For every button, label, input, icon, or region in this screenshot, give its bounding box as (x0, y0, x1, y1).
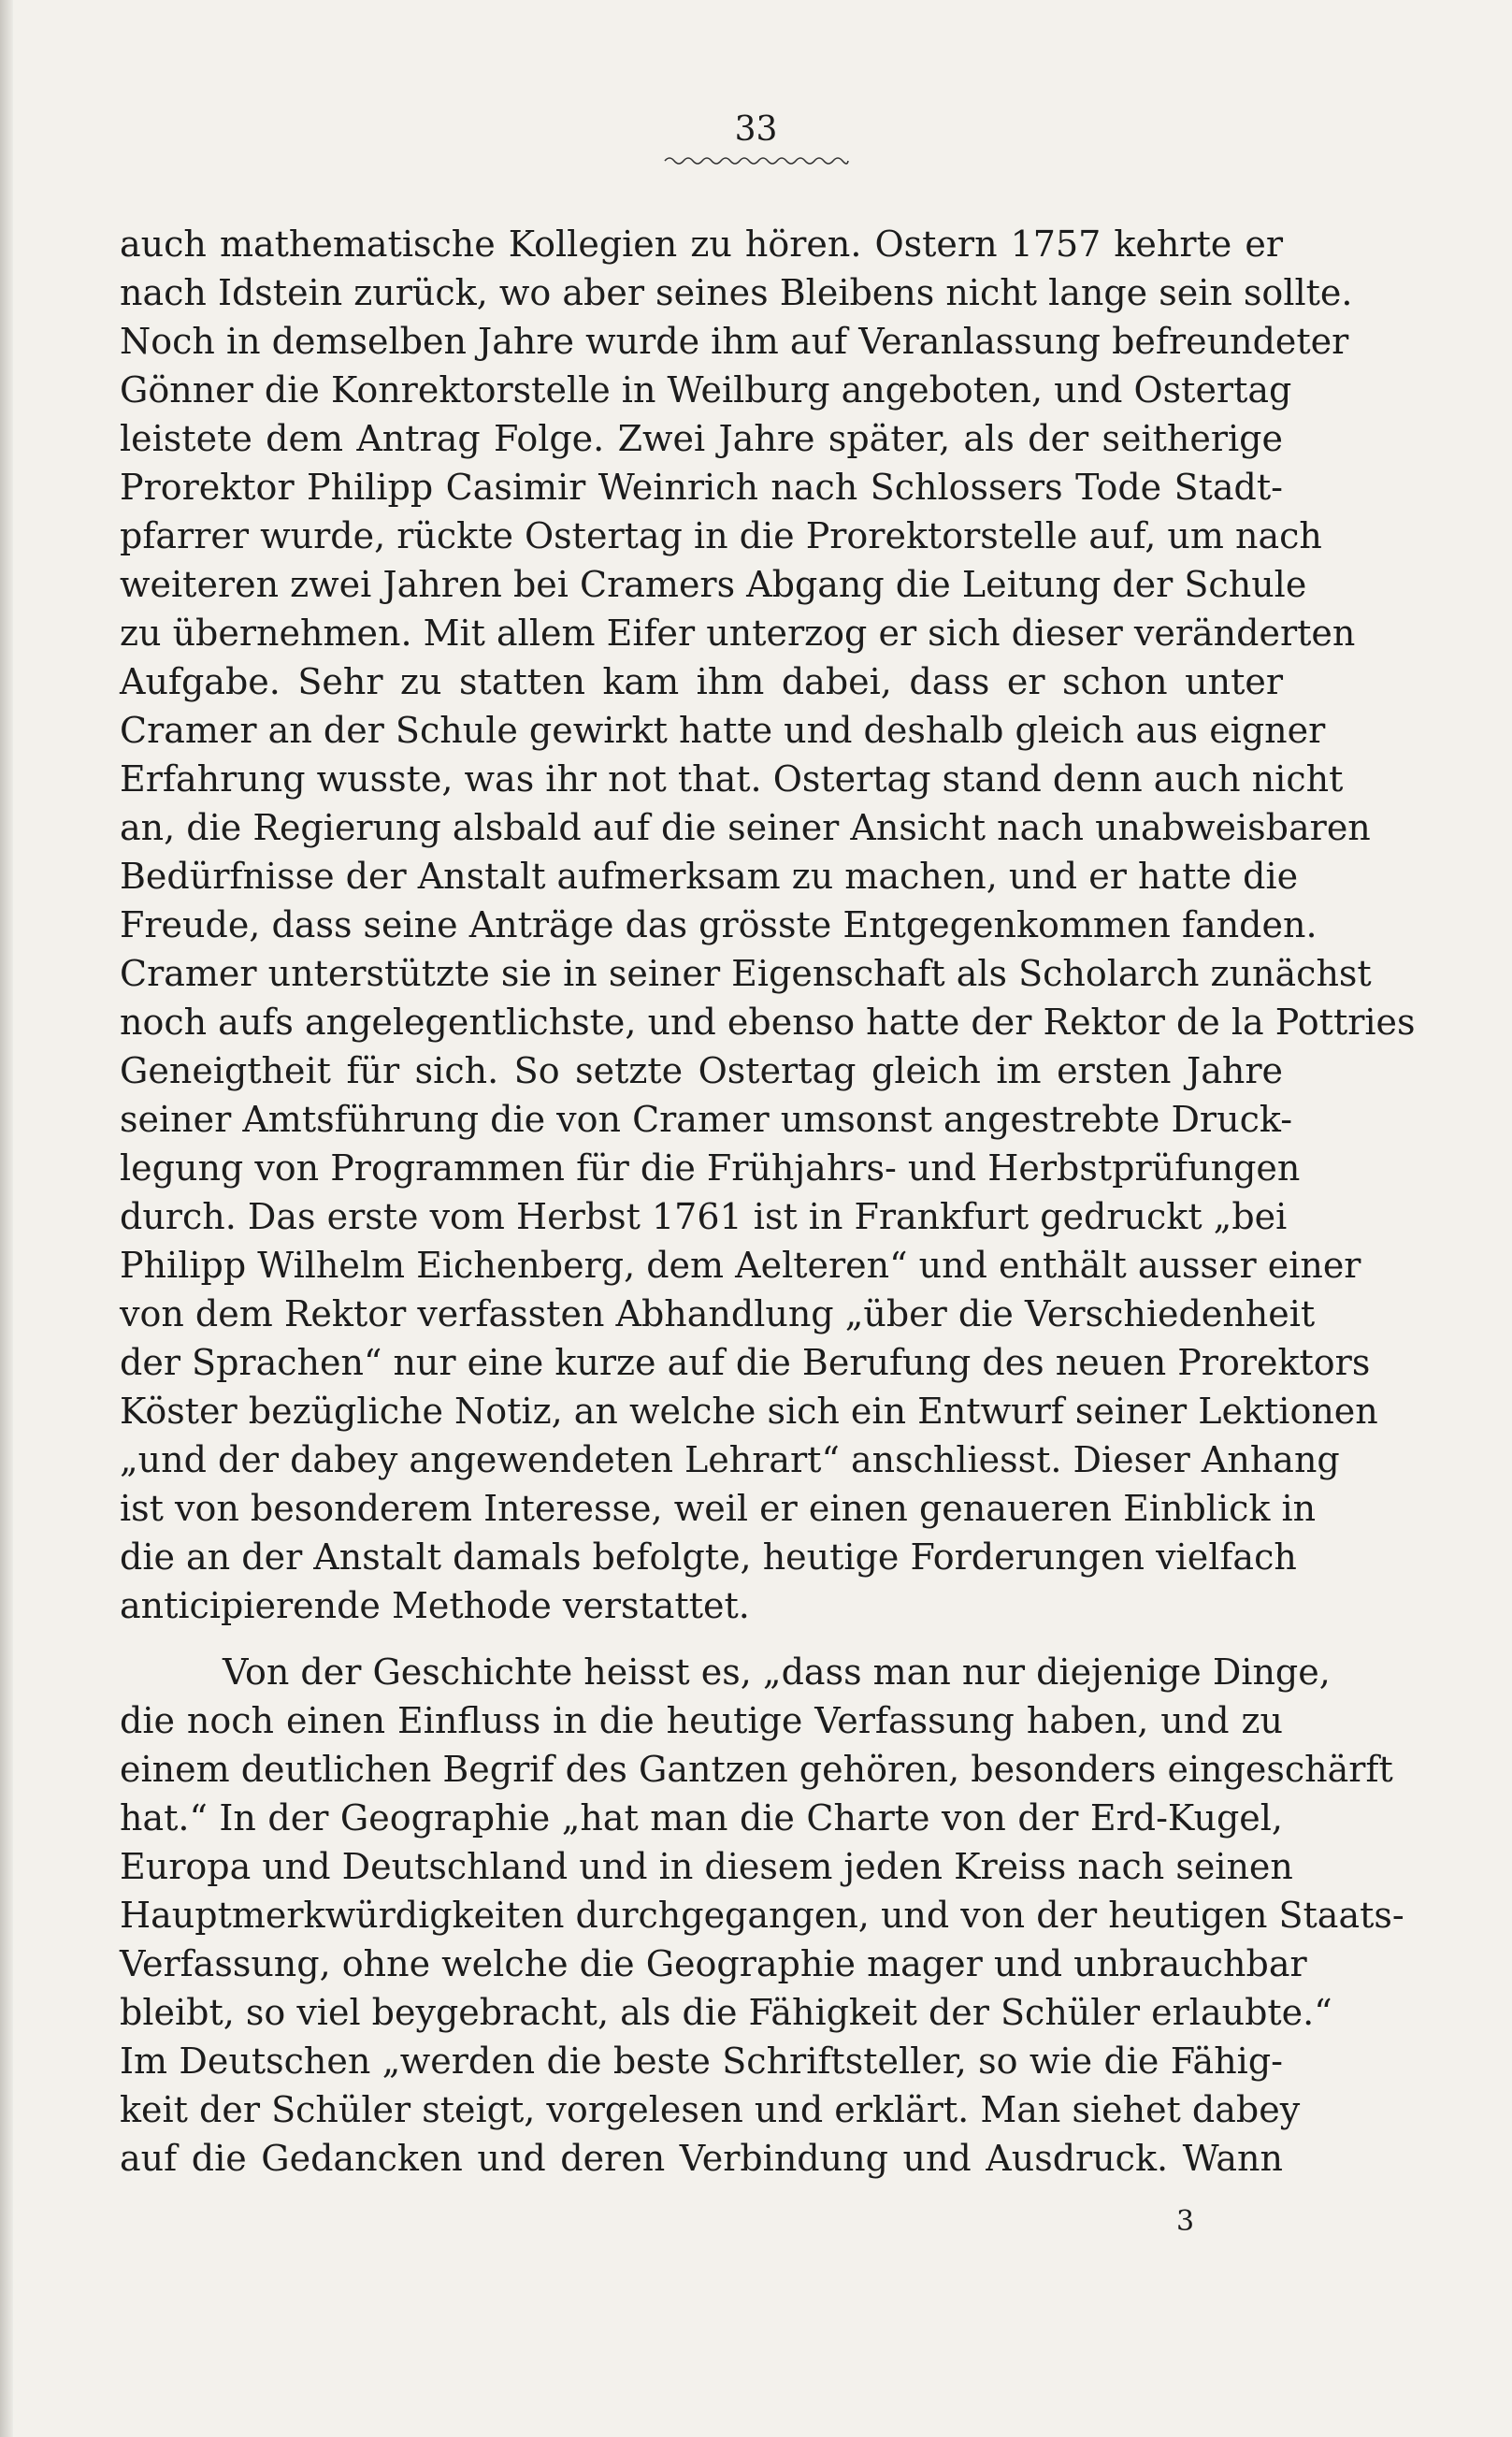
text-line: Bedürfnisse der Anstalt aufmerksam zu machen, und er hatte die (120, 856, 1299, 897)
text-line: Hauptmerkwürdigkeiten durchgegangen, und von der heutigen Staats- (120, 1895, 1404, 1936)
text-line: Geneigtheit für sich. So setzte Ostertag gleich im ersten Jahre (120, 1050, 1283, 1091)
text-line: leistete dem Antrag Folge. Zwei Jahre später, als der seitherige (120, 418, 1283, 459)
text-line: auch mathematische Kollegien zu hören. Ostern 1757 kehrte er (120, 224, 1283, 265)
paragraph-1 (120, 220, 1416, 1630)
text-line: nach Idstein zurück, wo aber seines Bleibens nicht lange sein sollte. (120, 272, 1353, 313)
text-line: Aufgabe. Sehr zu statten kam ihm dabei, dass er schon unter (120, 661, 1283, 702)
text-line: Noch in demselben Jahre wurde ihm auf Veranlassung befreundeter (120, 321, 1349, 362)
text-line: Köster bezügliche Notiz, an welche sich ein Entwurf seiner Lektionen (120, 1391, 1378, 1432)
text-line: Cramer an der Schule gewirkt hatte und deshalb gleich aus eigner (120, 710, 1326, 751)
text-line: Verfassung, ohne welche die Geographie mager und unbrauchbar (120, 1943, 1307, 1984)
text-line: Im Deutschen „werden die beste Schriftsteller, so wie die Fähig- (120, 2040, 1283, 2082)
text-line: Von der Geschichte heisst es, „dass man nur diejenige Dinge, (223, 1651, 1331, 1693)
text-line: ist von besonderem Interesse, weil er einen genaueren Einblick in (120, 1488, 1317, 1529)
text-line: Freude, dass seine Anträge das grösste Entgegenkommen fanden. (120, 904, 1318, 945)
text-line: pfarrer wurde, rückte Ostertag in die Prorektorstelle auf, um nach (120, 515, 1322, 556)
text-line: keit der Schüler steigt, vorgelesen und erklärt. Man siehet dabey (120, 2089, 1301, 2130)
text-line: der Sprachen“ nur eine kurze auf die Berufung des neuen Prorektors (120, 1342, 1371, 1383)
text-line: bleibt, so viel beygebracht, als die Fähigkeit der Schüler erlaubte.“ (120, 1992, 1332, 2033)
text-line: Prorektor Philipp Casimir Weinrich nach Schlossers Tode Stadt- (120, 467, 1283, 508)
page-number: 33 (734, 110, 778, 149)
text-line: „und der dabey angewendeten Lehrart“ anschliesst. Dieser Anhang (120, 1439, 1340, 1480)
text-line: die noch einen Einfluss in die heutige Verfassung haben, und zu (120, 1700, 1283, 1741)
text-line: Cramer unterstützte sie in seiner Eigenschaft als Scholarch zunächst (120, 953, 1372, 994)
text-line: zu übernehmen. Mit allem Eifer unterzog er sich dieser veränderten (120, 613, 1356, 654)
text-line: von dem Rektor verfassten Abhandlung „über die Verschiedenheit (120, 1293, 1316, 1334)
text-line: die an der Anstalt damals befolgte, heutige Forderungen vielfach (120, 1536, 1297, 1578)
text-line: Philipp Wilhelm Eichenberg, dem Aelteren“ und enthält ausser einer (120, 1245, 1361, 1286)
text-line: weiteren zwei Jahren bei Cramers Abgang die Leitung der Schule (120, 564, 1307, 605)
text-line: durch. Das erste vom Herbst 1761 ist in Frankfurt gedruckt „bei (120, 1196, 1288, 1237)
text-line: Erfahrung wusste, was ihr not that. Ostertag stand denn auch nicht (120, 758, 1344, 800)
text-line: legung von Programmen für die Frühjahrs- und Herbstprüfungen (120, 1147, 1301, 1189)
paragraph-2 (120, 1648, 1404, 2183)
text-line: einem deutlichen Begrif des Gantzen gehören, besonders eingeschärft (120, 1749, 1393, 1790)
wavy-rule-icon (663, 154, 850, 167)
text-line: Europa und Deutschland und in diesem jeden Kreiss nach seinen (120, 1846, 1293, 1887)
page-edge (0, 0, 13, 2437)
text-line: noch aufs angelegentlichste, und ebenso hatte der Rektor de la Pottries (120, 1002, 1416, 1043)
text-line: anticipierende Methode verstattet. (120, 1585, 750, 1626)
text-line: an, die Regierung alsbald auf die seiner Ansicht nach unabweisbaren (120, 807, 1371, 848)
signature-mark: 3 (1176, 2205, 1195, 2238)
text-line: Gönner die Konrektorstelle in Weilburg angeboten, und Ostertag (120, 369, 1292, 411)
page-number-ornament (0, 153, 1512, 171)
text-line: seiner Amtsführung die von Cramer umsonst angestrebte Druck- (120, 1099, 1293, 1140)
text-line: hat.“ In der Geographie „hat man die Charte von der Erd-Kugel, (120, 1797, 1283, 1839)
text-line: auf die Gedancken und deren Verbindung und Ausdruck. Wann (120, 2138, 1283, 2179)
